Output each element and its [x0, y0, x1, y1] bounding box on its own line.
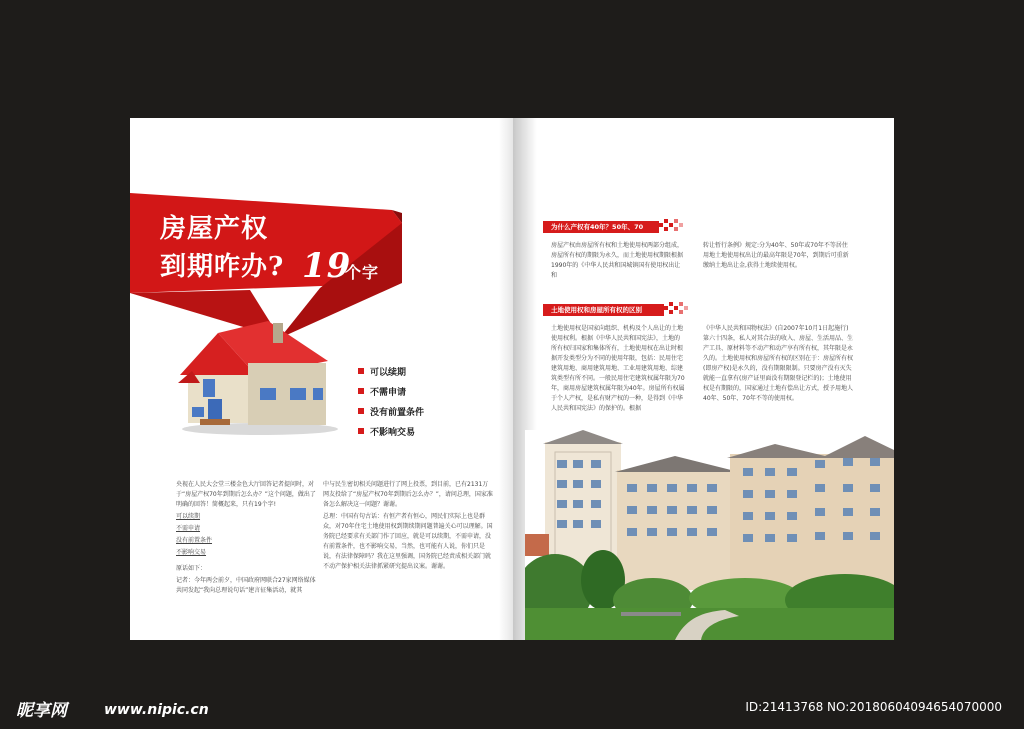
feature-bullet: 没有前置条件 [358, 401, 424, 421]
heading-dots-decoration [664, 302, 690, 318]
feature-bullet: 可以续期 [358, 361, 424, 381]
bullet-square-icon [358, 388, 364, 394]
bullet-square-icon [358, 408, 364, 414]
title-number: 19 [302, 246, 352, 286]
site-logo: 昵享网 [16, 701, 67, 721]
body-paragraph: 中与民生密切相关问题进行了网上投票，到目前，已有2131万网友投给了“房屋产权70年到期后怎么办？”，请问总理，国家准备怎么解决这一问题？谢谢。 [323, 481, 493, 508]
left-body-column-2 [323, 480, 493, 574]
left-page [130, 118, 513, 640]
section1-column-1: 房屋产权由房屋所有权和土地使用权两部分组成，房屋所有权的期限为永久，而土地使用权期限根据1990年的《中华人民共和国城镇国有使用权出让和 [551, 242, 684, 279]
left-body-column-1 [176, 480, 316, 598]
apartment-photo [525, 430, 894, 640]
section2-column-2: 《中华人民共和国物权法》(自2007年10月1日起施行)第六十四条，私人对其合法的收入、房屋、生活用品、生产工具、原材料等不动产和动产享有所有权，其年限是永久的。土地使用权和房屋所有权的区别在于：房屋所有权(即房产权)是永久的，没有期限限制。只要房产没有灭失就能一直拿有(房产证里面没有期限登记栏的)；土地使用权是有期限的，国家通过土地有偿出让方式，授予用地人40年、50年、70年不等的使用权。 [703, 325, 854, 402]
summary-item: 不影响交易 [176, 549, 207, 556]
house-illustration [178, 313, 338, 438]
quote-label: 原话如下： [176, 565, 207, 572]
feature-bullet: 不需申请 [358, 381, 424, 401]
bullet-square-icon [358, 428, 364, 434]
feature-bullet-list [358, 361, 424, 441]
reporter-paragraph: 记者：今年两会前夕，中国政府网联合27家网络媒体共同发起“我向总理说句话”建言征集活动，就其 [176, 577, 316, 594]
section1-column-2: 转让暂行条例》规定:分为40年、50年或70年不等居住用地土地使用权出让的最高年限是70年，到期后可重新缴纳土地出让金,获得土地续使用权。 [703, 242, 849, 269]
summary-item: 没有前置条件 [176, 537, 213, 544]
summary-item: 可以续期 [176, 513, 201, 520]
bullet-square-icon [358, 368, 364, 374]
feature-bullet: 不影响交易 [358, 421, 424, 441]
image-id-text: ID:21413768 NO:20180604094654070000 [745, 700, 1002, 714]
title-line-2: 到期咋办? [160, 252, 285, 282]
section-heading-2: 土地使用权和房屋所有权的区别 [543, 304, 664, 316]
title-suffix: 个字 [345, 263, 380, 282]
site-url: www.nipic.cn [104, 702, 209, 718]
premier-paragraph: 总理：中国有句古话：有恒产者有恒心，网民们实际上也是群众，对70年住宅土地使用权到期续期问题普遍关心可以理解。国务院已经要求有关部门作了回应，就是可以续期，不需申请，没有前置条件，也不影响交易，当然，也可能有人说，你们只是说，有法律保障吗？我在这里强调，国务院已经责成相关部门就不动产保护相关法律抓紧研究提出议案。谢谢。 [323, 513, 493, 570]
heading-dots-decoration [659, 219, 685, 235]
summary-item: 不需申请 [176, 525, 201, 532]
intro-paragraph: 央视在人民大会堂三楼金色大厅回答记者提问时，对于“房屋产权70年到期后怎么办？”这个问题，做出了明确的回答！简概起来，只有19个字! [176, 481, 316, 508]
section2-column-1: 土地使用权是国家向组织、机构及个人出让的土地使用权利。根据《中华人民共和国宪法》，土地的所有权归国家和集体所有，土地使用权在出让时根据开发类型分为不同的使用年限，包括：民用住宅建筑用地、商用建筑用地、工业用建筑用地、综建筑类型有所不同。一般民用住宅建筑权属年限为70年，商用房屋建筑权属年限为40年。房屋所有权属于个人产权，是私有财产权的一种，是得到《中华人民共和国宪法》的保护的。根据 [551, 325, 685, 412]
title-line-1: 房屋产权 [160, 214, 269, 244]
right-page [513, 118, 894, 640]
section-heading-1: 为什么产权有40年？50年、70年？ [543, 221, 659, 233]
